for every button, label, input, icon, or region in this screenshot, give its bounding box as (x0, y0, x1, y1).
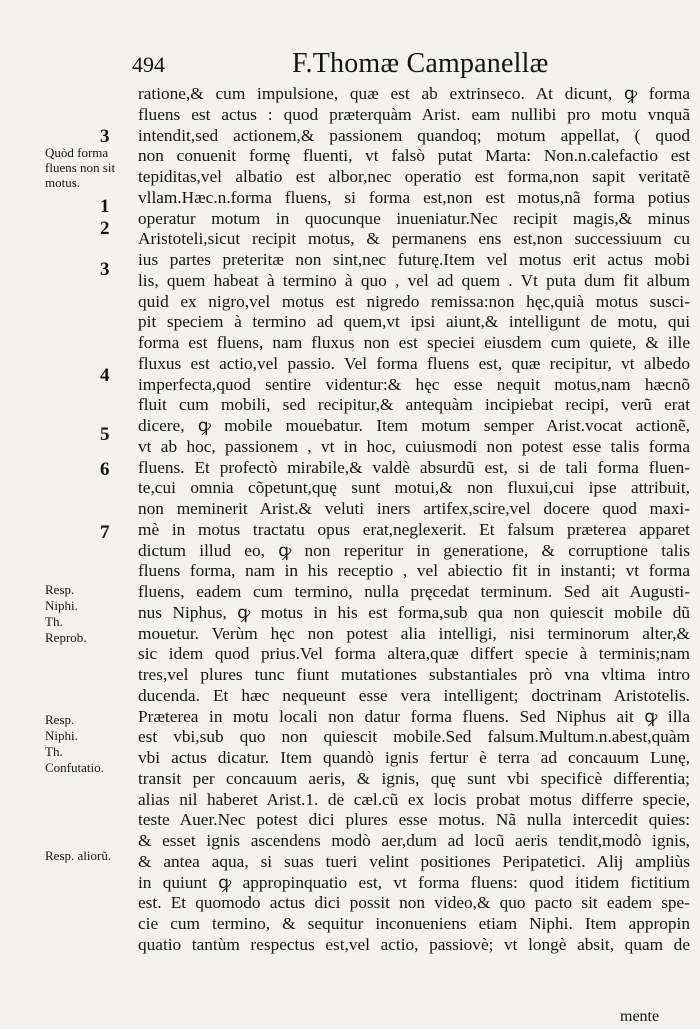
margin-marker: 7 (100, 522, 110, 543)
text-line: mè in motus tractatu opus erat,neglexerit. Et falsum præterea apparet (138, 519, 690, 539)
text-line: ius partes preteritæ non sint,nec futurę.Item vel motus erit actus mobi (138, 250, 690, 269)
running-head: F.Thomæ Campanellæ (292, 48, 549, 79)
text-line: non conuenit formę fluenti, vt falsò putat Marta: Non.n.calefactio est (138, 146, 690, 166)
text-line: & esset ignis ascendens modò aer,dum ad locũ aeris tendit,modò ignis, (138, 831, 690, 850)
text-line: fluens forma, nam in his receptio , vel abiectio fit in instanti; vt forma (138, 561, 690, 581)
text-line: alias nil haberet Arist.1. de cæl.cũ ex locis probat motus differre specie, (138, 789, 690, 809)
text-line: Præterea in motu locali non datur forma fluens. Sed Niphus ait ꝙ illa (138, 706, 690, 726)
text-line: dicere, ꝙ mobile mouebatur. Item motum semper Arist.vocat actionẽ, (138, 416, 690, 435)
margin-marker: 2 (100, 218, 110, 239)
margin-note: Resp. aliorũ. (45, 848, 112, 863)
text-line: non meminerit Arist.& veluti iners artifex,scire,vel docere quod maxi- (138, 499, 690, 518)
margin-marker: 6 (100, 459, 110, 480)
margin-notes (0, 0, 138, 1029)
text-line: in quiunt ꝙ appropinquatio est, vt forma fluens: quod itidem fictitium (138, 872, 690, 892)
text-line: quatio tantùm respectus est,vel actio, passiovè; vt longè absit, quam de (138, 934, 690, 954)
text-line: Aristoteli,sicut recipit motus, & permanens ens est,non successiuum cu (138, 229, 690, 249)
margin-note: Th. (45, 614, 63, 629)
text-line: fluens est actus : quod præterquàm Arist. eam nullibi pro motu vnquã (138, 104, 690, 124)
text-line: vbi actus dicatur. Item quandò ignis fertur è terra ad concauum Lunę, (138, 748, 690, 767)
text-line: fluxus est actio,vel passio. Vel forma fluens est, quæ recipitur, vt albedo (138, 353, 690, 373)
margin-note: Resp. (45, 712, 75, 727)
page-number: 494 (132, 52, 165, 77)
margin-marker: 4 (100, 365, 110, 386)
margin-note: Confutatio. (45, 760, 104, 775)
margin-note: Th. (45, 744, 63, 759)
text-line: teste Auer.Nec potest dici plures esse motus. Nã nulla intercedit quies: (138, 810, 690, 830)
margin-marker: 1 (100, 196, 110, 217)
margin-note: Resp. (45, 582, 75, 597)
text-line: ratione,& cum impulsione, quæ est ab extrinseco. At dicunt, ꝙ forma (138, 84, 690, 103)
text-line: ducenda. Et hæc nequeunt esse vera intelligent; doctrinam Aristotelis. (138, 685, 690, 705)
text-line: vt ab hoc, passionem , vt in hoc, cuiusmodi non potest esse talis forma (138, 436, 690, 456)
text-line: dictum illud eo, ꝙ non reperitur in generatione, & corruptione talis (138, 540, 690, 560)
text-line: transit per concauum aeris, & ignis, quę sunt vbi specificè differentia; (138, 768, 690, 788)
catchword: mente (620, 1008, 660, 1025)
margin-note: Quòd forma (45, 145, 109, 160)
text-line: imperfecta,quod sentire videntur:& hęc esse nequit motus,nam hæcnõ (138, 374, 690, 394)
text-line: cie cum termino, & sequitur inconueniens etiam Niphi. Item appropin (138, 914, 690, 933)
text-line: & antea aqua, si suas tueri velint positiones Peripatetici. Alij ampliùs (138, 851, 690, 871)
text-line: vllam.Hæc.n.forma fluens, si forma est,non est motus,nã forma potius (138, 187, 690, 207)
body-text (138, 84, 690, 956)
text-line: mouetur. Verùm hęc non potest alia intelligi, nisi terminorum alter,& (138, 623, 690, 643)
text-line: pit speciem à termino ad quem,vt ipsi aiunt,& intelligunt de motu, qui (138, 312, 690, 332)
text-line: te,cui omnia cõpetunt,quę sunt motui,& non fluxui,cui ipse attribuit, (138, 478, 690, 498)
text-line: tepiditas,vel albatio est albor,nec operatio est forma,non sapit veritatẽ (138, 167, 690, 186)
text-line: nus Niphus, ꝙ motus in his est forma,sub qua non quiescit mobile dũ (138, 602, 690, 622)
text-line: est. Et quomodo actus dici possit non video,& quo pacto sit eadem spe- (138, 893, 690, 913)
text-line: est vbi,sub quo non quiescit mobile.Sed falsum.Multum.n.abest,quàm (138, 727, 690, 747)
text-line: intendit,sed actionem,& passionem quandoq; motum appellat, ( quod (138, 125, 690, 145)
margin-marker: 5 (100, 424, 110, 445)
margin-note: Niphi. (45, 598, 78, 613)
margin-note: fluens non sit (45, 160, 116, 175)
margin-note: Reprob. (45, 630, 87, 645)
text-line: fluens, eadem cum termino, nulla pręcedat terminum. Sed ait Augusti- (138, 582, 690, 601)
text-line: lis, quem habeat à termino à quo , vel ad quem . Vt puta dum fit album (138, 270, 690, 290)
text-line: tres,vel plures tunc fiunt mutationes substantiales prò vna vltima intro (138, 665, 690, 684)
text-line: operatur motum in quocunque inueniatur.Nec recipit magis,& minus (138, 208, 690, 228)
text-line: fluit cum mobili, sed recipitur,& antequàm incipiebat recipi, verũ erat (138, 395, 690, 415)
text-line: forma est fluens, nam fluxus non est speciei eiusdem cum quiete, & ille (138, 333, 690, 352)
margin-note: Niphi. (45, 728, 78, 743)
text-line: quid ex nigro,vel motus est nigredo remissa:non hęc,quià motus susci- (138, 291, 690, 311)
margin-marker: 3 (100, 259, 110, 280)
margin-marker: 3 (100, 126, 110, 147)
margin-note: motus. (45, 175, 81, 190)
text-line: fluens. Et profectò mirabile,& valdè absurdũ est, si de tali forma fluen- (138, 457, 690, 477)
page-header (130, 48, 690, 82)
text-line: sic idem quod prius.Vel forma altera,quæ differt specie à terminis;nam (138, 644, 690, 664)
